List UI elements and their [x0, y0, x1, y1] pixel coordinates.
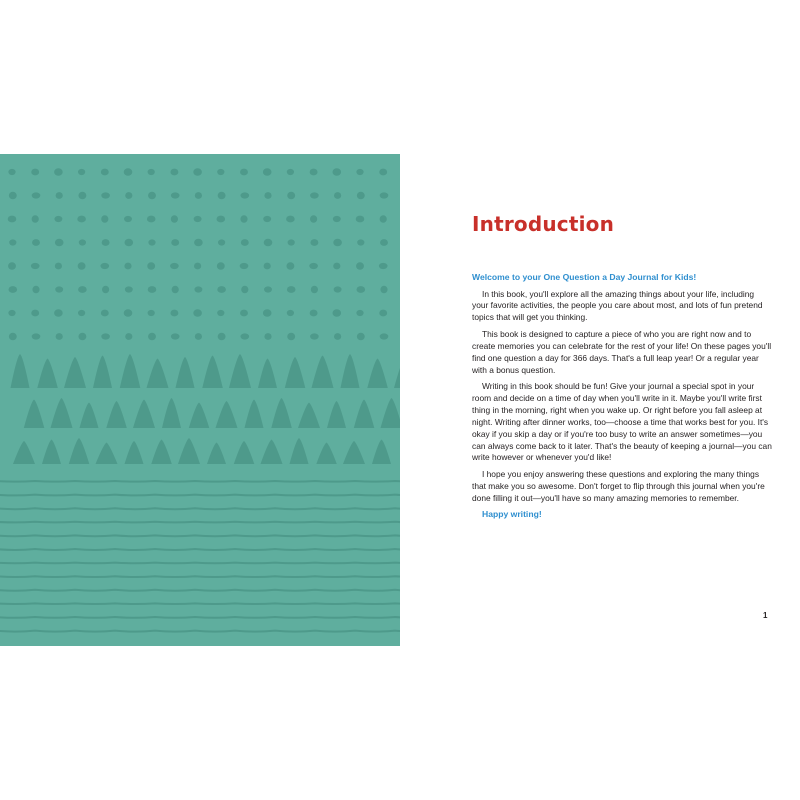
- pattern-dot: [32, 333, 41, 339]
- pattern-dot: [78, 286, 87, 293]
- pattern-dot: [148, 310, 155, 316]
- pattern-dot: [78, 169, 85, 175]
- pattern-dot: [287, 286, 296, 293]
- pattern-dot: [263, 309, 272, 316]
- pattern-dot: [101, 263, 110, 269]
- pattern-dot: [101, 169, 109, 176]
- pattern-dot: [78, 192, 86, 199]
- pattern-dot: [8, 216, 17, 223]
- pattern-dot: [55, 239, 64, 246]
- pattern-dot: [286, 216, 295, 223]
- pattern-dot: [379, 169, 387, 176]
- pattern-dot: [264, 263, 271, 270]
- pattern-dot: [309, 263, 318, 269]
- pattern-dot: [101, 310, 109, 317]
- pattern-dot: [8, 262, 16, 269]
- pattern-dot: [102, 286, 109, 293]
- pattern-dot: [170, 310, 178, 317]
- pattern-dot: [287, 333, 295, 340]
- pattern-dot: [356, 216, 365, 223]
- book-spread: [0, 154, 800, 646]
- pattern-dot: [193, 168, 202, 175]
- pattern-dot: [310, 239, 318, 246]
- welcome-heading: Welcome to your One Question a Day Journal for Kids!: [472, 272, 697, 282]
- pattern-dot: [357, 192, 365, 199]
- pattern-dot: [124, 263, 131, 270]
- pattern-dot: [125, 286, 133, 292]
- pattern-dot: [380, 333, 389, 339]
- pattern-dot: [170, 169, 178, 176]
- pattern-dot: [263, 168, 272, 175]
- paragraph: I hope you enjoy answering these questions and exploring the many things that make you so awesome. Don't forget to flip through this journal when you're done filling it out—you'll have so many amazing memories to remember.: [472, 468, 765, 503]
- pattern-dot: [172, 286, 179, 293]
- pattern-dot: [217, 216, 226, 223]
- pattern-dot: [218, 239, 225, 245]
- pattern-dot: [194, 216, 202, 222]
- pattern-dot: [55, 263, 62, 270]
- pattern-wavy-line: [0, 590, 400, 591]
- pattern-dot: [241, 286, 248, 293]
- pattern-dot: [9, 192, 17, 199]
- page-number: 1: [763, 611, 768, 620]
- pattern-dot: [217, 169, 224, 175]
- page-title: Introduction: [472, 212, 615, 236]
- pattern-dot: [148, 286, 157, 293]
- pattern-background: [0, 154, 400, 646]
- pattern-dot: [356, 310, 363, 316]
- pattern-dot: [241, 192, 250, 198]
- pattern-dot: [32, 239, 40, 246]
- pattern-dot: [379, 263, 388, 269]
- pattern-dot: [333, 263, 340, 270]
- pattern-dot: [125, 192, 132, 199]
- pattern-dot: [334, 192, 341, 199]
- pattern-dot: [125, 239, 134, 246]
- pattern-dot: [240, 310, 248, 317]
- pattern-dot: [333, 309, 342, 316]
- pattern-dot: [55, 286, 63, 292]
- pattern-dot: [218, 333, 226, 340]
- paragraph: In this book, you'll explore all the amazing things about your life, including your favorite activities, the people you care about most, and lots of fun pretend topics that will get you thinking.: [472, 288, 763, 323]
- pattern-dot: [264, 239, 273, 246]
- pattern-dot: [334, 333, 341, 340]
- pattern-dot: [310, 310, 318, 317]
- pattern-dot: [54, 168, 63, 175]
- pattern-dot: [77, 216, 86, 223]
- pattern-dot: [54, 309, 63, 316]
- pattern-dot: [124, 216, 132, 222]
- pattern-dot: [357, 239, 364, 245]
- pattern-dot: [217, 286, 226, 293]
- pattern-wavy-line: [0, 522, 400, 523]
- pattern-wavy-line: [0, 631, 400, 632]
- pattern-illustration: [0, 154, 400, 646]
- pattern-wavy-line: [0, 481, 400, 482]
- pattern-dot: [357, 333, 365, 340]
- pattern-dot: [241, 333, 250, 339]
- pattern-dot: [310, 333, 319, 339]
- pattern-wavy-line: [0, 508, 400, 509]
- pattern-dot: [170, 263, 179, 269]
- pattern-dot: [101, 192, 110, 198]
- pattern-dot: [380, 192, 389, 198]
- pattern-dot: [217, 310, 224, 316]
- pattern-dot: [78, 262, 86, 269]
- pattern-dot: [147, 216, 156, 223]
- pattern-dot: [357, 286, 366, 293]
- decorative-pattern-page: [0, 154, 400, 646]
- pattern-wavy-line: [0, 563, 400, 564]
- pattern-dot: [264, 333, 271, 340]
- pattern-dot: [79, 239, 86, 245]
- pattern-dot: [56, 192, 63, 199]
- pattern-dot: [217, 262, 225, 269]
- pattern-dot: [333, 168, 342, 175]
- pattern-dot: [240, 263, 249, 269]
- pattern-dot: [8, 169, 15, 175]
- pattern-dot: [334, 286, 342, 292]
- pattern-dot: [171, 215, 178, 222]
- pattern-dot: [125, 333, 132, 340]
- pattern-dot: [148, 333, 156, 340]
- paragraph: Writing in this book should be fun! Give your journal a special spot in your room and decide on a time of day when you'll write in it. Maybe you'll write first thing in the morning, right when you wake up. Or right before you fall asleep at night. Writing after dinner works, too—choose a time that works best for you. It's okay if you skip a day or if you're too busy to write an answer sometimes—you can always come back to it later. That's the beauty of keeping a journal—you can write however or whenever you'd like!: [472, 381, 772, 463]
- pattern-dot: [9, 286, 18, 293]
- pattern-dot: [171, 333, 180, 339]
- pattern-dot: [218, 192, 226, 199]
- pattern-dot: [310, 215, 317, 222]
- pattern-wavy-line: [0, 495, 400, 496]
- pattern-dot: [379, 310, 387, 317]
- pattern-dot: [356, 262, 364, 269]
- pattern-dot: [287, 192, 295, 199]
- body-text: [472, 272, 772, 526]
- pattern-dot: [287, 310, 294, 316]
- pattern-dot: [380, 286, 387, 293]
- pattern-dot: [32, 286, 39, 293]
- pattern-dot: [9, 239, 16, 245]
- pattern-dot: [264, 192, 271, 199]
- pattern-dot: [56, 333, 63, 340]
- pattern-dot: [241, 239, 249, 246]
- pattern-dot: [356, 169, 363, 175]
- pattern-dot: [264, 286, 272, 292]
- pattern-dot: [54, 216, 62, 222]
- pattern-dot: [9, 333, 17, 340]
- pattern-dot: [101, 215, 108, 222]
- pattern-dot: [380, 215, 387, 222]
- pattern-dot: [8, 310, 15, 316]
- pattern-dot: [240, 169, 248, 176]
- pattern-dot: [286, 262, 294, 269]
- pattern-dot: [288, 239, 295, 245]
- pattern-dot: [148, 192, 156, 199]
- pattern-dot: [310, 169, 318, 176]
- pattern-dot: [194, 263, 201, 270]
- pattern-dot: [32, 192, 41, 198]
- pattern-dot: [333, 239, 342, 246]
- pattern-dot: [195, 333, 202, 340]
- pattern-dot: [311, 286, 318, 293]
- pattern-dot: [31, 263, 40, 269]
- pattern-dot: [380, 239, 388, 246]
- pattern-dot: [31, 169, 39, 176]
- pattern-wavy-line: [0, 549, 400, 550]
- paragraph: This book is designed to capture a piece of who you are right now and to create memories you can celebrate for the rest of your life! On these pages you'll find one question a day for 366 days. That's a full leap year! Or a regular year with a bonus question.: [472, 328, 772, 375]
- pattern-dot: [124, 309, 133, 316]
- pattern-dot: [333, 216, 341, 222]
- pattern-dot: [194, 286, 202, 292]
- pattern-dot: [148, 239, 155, 245]
- pattern-dot: [195, 192, 202, 199]
- introduction-page: [400, 154, 800, 646]
- pattern-dot: [287, 169, 294, 175]
- closing-line: Happy writing!: [482, 509, 542, 520]
- pattern-dot: [148, 169, 155, 175]
- pattern-wavy-line: [0, 617, 400, 618]
- pattern-dot: [102, 239, 110, 246]
- pattern-wavy-line: [0, 576, 400, 577]
- pattern-dot: [171, 192, 180, 198]
- pattern-dot: [101, 333, 110, 339]
- pattern-dot: [171, 239, 179, 246]
- pattern-dot: [240, 215, 247, 222]
- pattern-dot: [78, 333, 86, 340]
- pattern-wavy-line: [0, 535, 400, 536]
- pattern-dot: [263, 216, 271, 222]
- pattern-dot: [32, 215, 39, 222]
- pattern-dot: [147, 262, 155, 269]
- pattern-wavy-line: [0, 603, 400, 604]
- pattern-dot: [124, 168, 133, 175]
- pattern-dot: [31, 310, 39, 317]
- pattern-dot: [193, 309, 202, 316]
- pattern-dot: [310, 192, 319, 198]
- pattern-dot: [78, 310, 85, 316]
- pattern-dot: [194, 239, 203, 246]
